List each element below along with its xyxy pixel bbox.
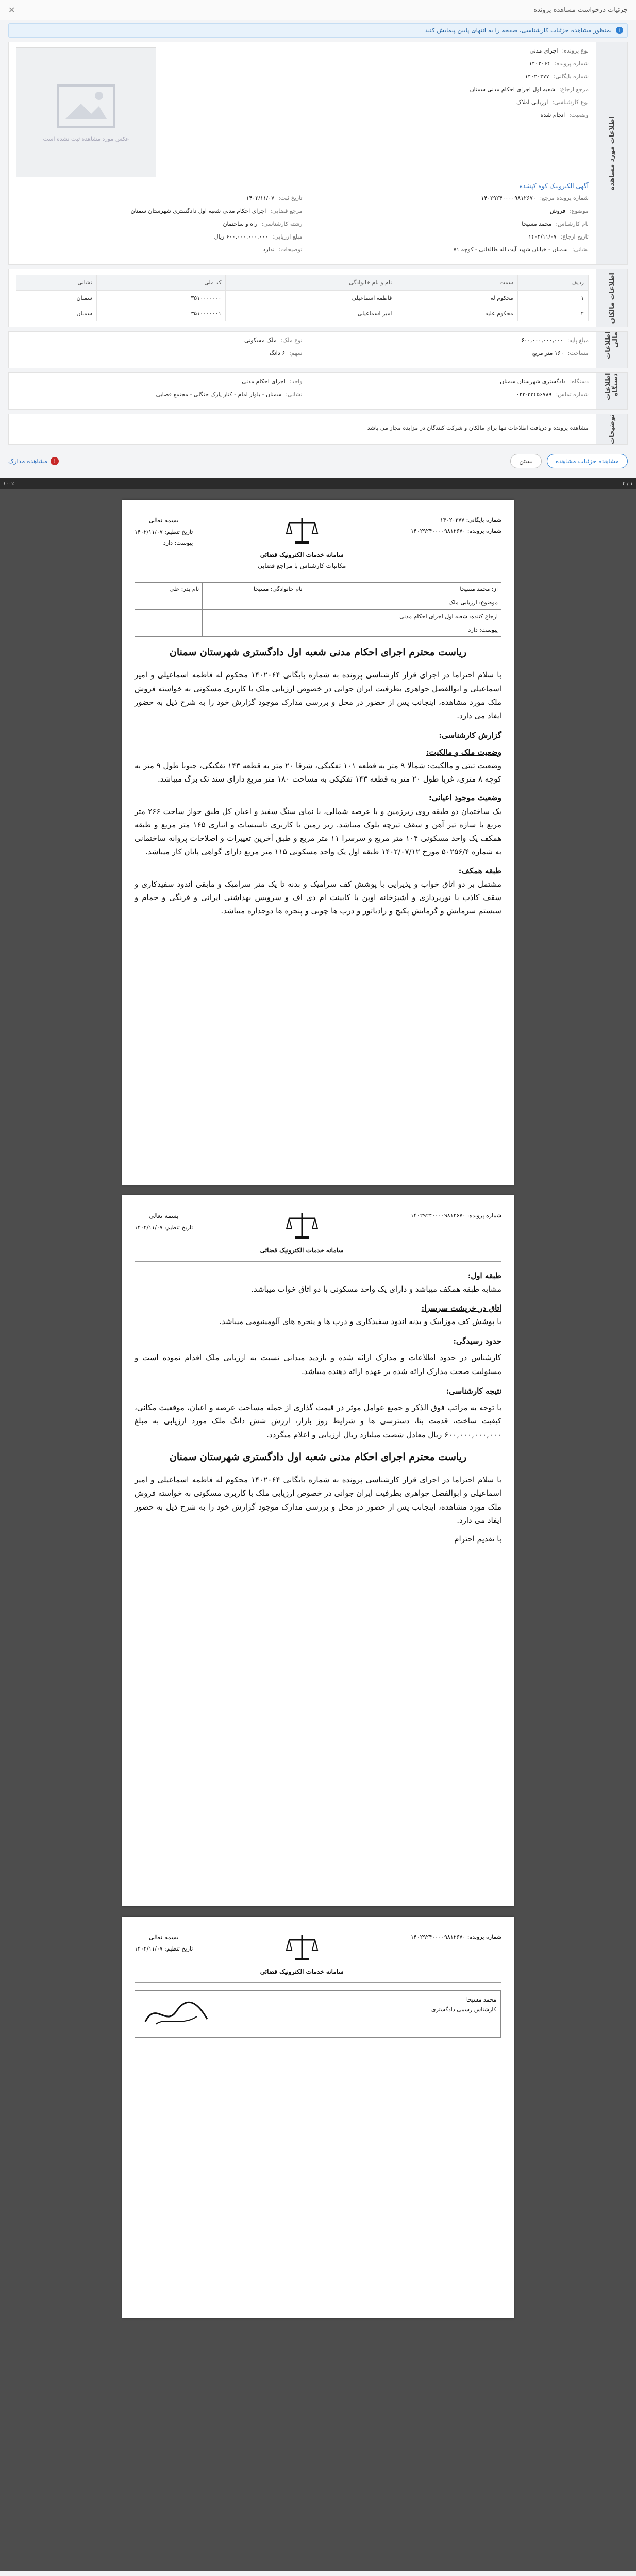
alert-text: بمنظور مشاهده جزئیات کارشناسی، صفحه را به انتهای پایین پیمایش کنید — [425, 27, 612, 34]
scales-emblem-icon — [284, 1211, 320, 1242]
field: موضوع: فروش — [550, 208, 589, 214]
field: نوع ملک: ملک مسکونی — [244, 337, 303, 344]
review-text: کارشناس در حدود اطلاعات و مدارک ارائه شده و بازدید میدانی نسبت به ارزیابی ملک اقدام نموده است و مسئولیت صحت مدارک ارائه شده بر عهده ارائه دهنده میباشد. — [135, 1353, 501, 1376]
roof-title: اتاق در خرپشت سرسرا: — [421, 1303, 501, 1313]
parties-section-title: اطلاعات مالکان — [596, 269, 627, 327]
result-title: نتیجه کارشناسی: — [446, 1386, 501, 1396]
table-header: نام و نام خانوادگی — [226, 275, 396, 291]
floor1-title: طبقه اول: — [467, 1271, 501, 1281]
meta-cell — [135, 596, 203, 609]
org-section-title: اطلاعات دستگاه — [596, 373, 627, 409]
meta-cell — [135, 609, 203, 623]
info-alert — [8, 23, 628, 38]
notes-text: مشاهده پرونده و دریافت اطلاعات تنها برای مالکان و شرکت کنندگان در مزایده مجاز می باشد — [367, 425, 589, 431]
table-cell: ۱ — [517, 291, 588, 306]
current-text: یک ساختمان دو طبقه روی زیرزمین و با عرصه شمالی، با نمای سنگ سفید و اعیان کل طبق جواز ساخت ۲۶۶ متر مربع با سازه تیر آهن و سقف تیرچه بلوک میباشد. زیر زمین با کاربری تاسیسات و انباری ۱۶۵ متر مربع و طبقه همکف یک واحد مسکونی ۱۰۴ متر مربع و سرسرا ۱۱ متر مربع و طبق آخرین تغییرات و اصلاحات پروانه ساختمانی به شماره ۵۰۲۵۶/۴ مورخ ۱۴۰۲/۰۷/۱۲ طبقه اول یک واحد مسکونی ۱۱۵ متر مربع دارای گواهی پایان کار میباشد. — [135, 806, 502, 857]
field: نشانی: سمنان - بلوار امام - کنار پارک جنگلی - مجتمع قضایی — [156, 391, 303, 398]
field: نام کارشناس: محمد مسیحا — [522, 221, 589, 227]
notes-section — [8, 414, 628, 445]
field: تاریخ ارجاع: ۱۴۰۲/۱۱/۰۷ — [528, 233, 589, 240]
field: مبلغ ارزیابی: ۶۰۰,۰۰۰,۰۰۰,۰۰۰ ریال — [214, 233, 303, 240]
meta-cell — [203, 623, 306, 636]
doc-intro: با سلام احتراما در اجرای قرار کارشناسی پرونده به شماره بایگانی ۱۴۰۲۰۶۴ محکوم له فاطمه اسماعیلی و امیر اسماعیلی و ابوالفضل جواهری بطرفیت ایران جوانی در خصوص ارزیابی ملک با کاربری مسکونی به خواسته فروش ملک مورد مشاهده، اینجانب پس از حضور در محل و بررسی مدارک موجود گزارش خود را به شرح ذیل به حضور ایفاد می دارد. — [135, 670, 501, 721]
table-cell: محکوم له — [396, 291, 517, 306]
judiciary-emblem: سامانه خدمات الکترونیک قضائی مکاتبات کارشناس با مراجع قضایی — [258, 515, 346, 571]
current-title: وضعیت موجود اعیانی: — [429, 793, 501, 803]
field: مساحت: ۱۶۰ متر مربع — [532, 350, 589, 357]
field: شماره پرونده مرجع: ۱۴۰۲۹۲۴۰۰۰۰۹۸۱۲۶۷۰ — [481, 195, 589, 201]
signer-role: کارشناس رسمی دادگستری — [431, 2006, 496, 2013]
field: شماره پرونده: ۱۴۰۲۰۶۴ — [529, 60, 589, 67]
table-row — [16, 306, 589, 321]
signature-image — [135, 1991, 217, 2037]
doc-header-dates: بسمه تعالی تاریخ تنظیم: ۱۴۰۲/۱۱/۰۷ پیوست: دارد — [135, 517, 193, 547]
field: مبلغ پایه: ۶۰۰,۰۰۰,۰۰۰,۰۰۰ — [521, 337, 589, 344]
view-documents-link[interactable] — [8, 457, 59, 465]
table-cell: فاطمه اسماعیلی — [226, 291, 396, 306]
field: شماره بایگانی: ۱۴۰۲۰۲۷۷ — [525, 73, 589, 80]
table-header: سمت — [396, 275, 517, 291]
alert-badge-icon: ! — [51, 457, 59, 465]
table-cell: ۳۵۱۰۰۰۰۰۰۱ — [96, 306, 226, 321]
footer-actions — [8, 452, 628, 470]
field: مرجع ارجاع: شعبه اول اجرای احکام مدنی سمنان — [470, 86, 589, 93]
zoom-level[interactable]: ۱۰۰٪ — [3, 481, 14, 487]
floor-title: طبقه همکف: — [458, 866, 501, 875]
meta-cell: نام خانوادگی: مسیحا — [203, 583, 306, 596]
scales-emblem-icon — [284, 515, 320, 546]
finance-section-title: اطلاعات مالی — [596, 332, 627, 368]
topbar-title: جزئیات درخواست مشاهده پرونده — [533, 6, 628, 14]
table-cell: ۳۵۱۰۰۰۰۰۰۰ — [96, 291, 226, 306]
meta-row — [135, 609, 501, 623]
doc-title: ریاست محترم اجرای احکام مدنی شعبه اول دادگستری شهرستان سمنان — [169, 647, 467, 658]
case-summary-fields — [156, 47, 589, 177]
page-indicator: ۱ / ۴ — [622, 481, 633, 487]
result-text: با توجه به مراتب فوق الذکر و جمیع عوامل موثر در قیمت گذاری از جمله مساحت عرصه و اعیان، موقعیت مکانی، کیفیت ساخت، قدمت بنا، دسترسی ها و شرایط روز بازار، ارزش شش دانگ ملک مورد ارزیابی به مبلغ ۶۰۰,۰۰۰,۰۰۰,۰۰۰ ریال معادل شصت میلیارد ریال ارزیابی و اعلام میگردد. — [135, 1403, 501, 1439]
case-section — [8, 42, 628, 265]
table-header: کد ملی — [96, 275, 226, 291]
parties-section — [8, 269, 628, 327]
floor1-text: مشابه طبقه همکف میباشد و دارای یک واحد مسکونی با دو اتاق خواب میباشد. — [251, 1284, 501, 1294]
meta-cell — [135, 623, 203, 636]
floor-text: مشتمل بر دو اتاق خواب و پذیرایی با پوشش کف سرامیک و بدنه تا یک متر سرامیک و مابقی اندود سفیدکاری و سقف کاذب با نورپردازی و آشپزخانه اوپن با کابینت ام دی اف و سرویس بهداشتی ایرانی و فرنگی و حمام و سیستم سرمایش و گرمایش پکیج و رادیاتور و درب ها چوبی و پنجره ها دوجداره میباشد. — [135, 879, 501, 916]
meta-cell — [203, 596, 306, 609]
field: رشته کارشناسی: راه و ساختمان — [223, 221, 303, 227]
signature-block — [135, 1990, 501, 2038]
notes-section-title: توضیحات — [596, 414, 627, 444]
document-page-3: شماره پرونده: ۱۴۰۲۹۲۴۰۰۰۰۹۸۱۲۶۷۰ سامانه خدمات الکترونیک قضائی بسمه تعالی تاریخ تنظیم: ۱۴۰۲/۱۱/۰۷ محمد مسیحا کارشناس رسمی دادگستری — [122, 1917, 514, 2318]
field: نوع پرونده: اجرای مدنی — [529, 47, 589, 54]
signer-name: محمد مسیحا — [466, 1996, 496, 2004]
field: وضعیت: انجام شده — [540, 112, 589, 118]
report-title: گزارش کارشناسی: — [439, 731, 501, 740]
table-cell: محکوم علیه — [396, 306, 517, 321]
org-section — [8, 372, 628, 410]
field: مرجع قضایی: اجرای احکام مدنی شعبه اول دادگستری شهرستان سمنان — [130, 208, 303, 214]
meta-cell: ارجاع کننده: شعبه اول اجرای احکام مدنی — [306, 609, 501, 623]
roof-text: با پوشش کف موزاییک و بدنه اندود سفیدکاری و درب ها و پنجره های آلومینیومی میباشد. — [219, 1316, 501, 1326]
location-title: وضعیت ملک و مالکیت: — [426, 747, 501, 757]
document-page-2: شماره پرونده: ۱۴۰۲۹۲۴۰۰۰۰۹۸۱۲۶۷۰ سامانه خدمات الکترونیک قضائی بسمه تعالی تاریخ تنظیم: ۱۴۰۲/۱۱/۰۷ طبقه اول: مشابه طبقه همکف میباشد و دارای یک واحد مسکونی با دو اتاق خواب میباشد. اتاق در خرپشت سرسرا: با پوشش کف موزاییک و بدنه اندود سفیدکاری و درب ها و پنجره های آلومینیومی میباشد. حدود رسیدگی: کارشناس در حدود اطلاعات و مدارک ارائه شده و بازدید میدانی نسبت به ارزیابی ملک اقدام نموده است و مسئولیت صحت مدارک ارائه شده بر عهده ارائه دهنده میباشد. نتیجه کارشناسی: با توجه به مراتب فوق الذکر و جمیع عوامل موثر در قیمت گذاری از جمله مساحت عرصه و اعیان، موقعیت مکانی، کیفیت ساخت، قدمت بنا، دسترسی ها و شرایط روز بازار، ارزش شش دانگ ملک مورد ارزیابی به مبلغ ۶۰۰,۰۰۰,۰۰۰,۰۰۰ ریال معادل شصت میلیارد ریال ارزیابی و اعلام میگردد. ریاست محترم اجرای احکام مدنی شعبه اول دادگستری شهرستان سمنان با سلام احتراما در اجرای قرار کارشناسی پرونده به شماره بایگانی ۱۴۰۲۰۶۴ محکوم له فاطمه اسماعیلی و امیر اسماعیلی و ابوالفضل جواهری بطرفیت ایران جوانی در خصوص ارزیابی ملک با کاربری مسکونی به خواسته فروش ملک مورد مشاهده، اینجانب پس از حضور در محل و بررسی مدارک موجود گزارش خود را به شرح ذیل به حضور ایفاد می دارد. با تقدیم احترام — [122, 1195, 514, 1906]
parties-table — [16, 275, 589, 321]
doc-archive: شماره بایگانی: ۱۴۰۲۰۲۷۷ — [440, 517, 501, 524]
closing-text: با تقدیم احترام — [454, 1534, 501, 1544]
finance-section — [8, 331, 628, 368]
meta-cell: پیوست: دارد — [306, 623, 501, 636]
field: تاریخ ثبت: ۱۴۰۲/۱۱/۰۷ — [246, 195, 303, 201]
close-icon[interactable]: ✕ — [8, 5, 15, 15]
table-header: ردیف — [517, 275, 588, 291]
pdf-viewer[interactable] — [0, 489, 636, 2571]
table-cell: سمنان — [16, 291, 97, 306]
location-text: وضعیت ثبتی و مالکیت: شمالا ۹ متر به قطعه ۱۰۱ تفکیکی، شرقا ۲۰ متر به قطعه ۱۴۳ تفکیکی، جنوبا طول ۹ متر به کوچه ۸ متری، غربا طول ۲۰ متر به قطعه ۱۴۳ تفکیکی به مساحت ۱۸۰ متر مربع دارای سند تک برگ میباشد. — [135, 760, 501, 784]
table-cell: ۲ — [517, 306, 588, 321]
view-details-button[interactable]: مشاهده جزئیات مشاهده — [547, 454, 628, 468]
meta-row — [135, 623, 501, 636]
document-page-1 — [122, 500, 514, 1185]
pdf-toolbar — [0, 478, 636, 489]
field: نوع کارشناسی: ارزیابی املاک — [516, 99, 589, 106]
meta-row — [135, 596, 501, 609]
meta-row — [135, 583, 501, 596]
scales-emblem-icon — [284, 1932, 320, 1963]
case-section-title: اطلاعات مورد مشاهده — [596, 42, 627, 264]
meta-cell — [203, 609, 306, 623]
view-documents-label: مشاهده مدارک — [8, 457, 48, 465]
meta-cell: از: محمد مسیحا — [306, 583, 501, 596]
photo-empty-text: عکس مورد مشاهده ثبت نشده است — [43, 135, 129, 142]
table-cell: امیر اسماعیلی — [226, 306, 396, 321]
case-detail-fields — [16, 195, 589, 259]
org-fields — [16, 378, 589, 404]
meta-cell: نام پدر: علی — [135, 583, 203, 596]
doc-intro-repeat: با سلام احتراما در اجرای قرار کارشناسی پرونده به شماره بایگانی ۱۴۰۲۰۶۴ محکوم له فاطمه اسماعیلی و امیر اسماعیلی و ابوالفضل جواهری بطرفیت ایران جوانی در خصوص ارزیابی ملک با کاربری مسکونی به خواسته فروش ملک مورد مشاهده، اینجانب پس از حضور در محل و بررسی مدارک موجود گزارش خود را به شرح ذیل به حضور ایفاد می دارد. — [135, 1475, 501, 1525]
info-icon: i — [616, 27, 623, 34]
field: توضیحات: ندارد — [263, 246, 303, 253]
field: دستگاه: دادگستری شهرستان سمنان — [500, 378, 589, 385]
close-button[interactable]: بستن — [510, 454, 542, 468]
field: شماره تماس: ۰۲۳-۳۳۴۵۶۷۸۹ — [516, 391, 589, 398]
doc-header-meta — [411, 515, 501, 537]
field: واحد: اجرای احکام مدنی — [242, 378, 303, 385]
finance-fields — [16, 337, 589, 363]
field: نشانی: سمنان - خیابان شهید آیت اله طالقانی - کوچه ۷۱ — [453, 246, 589, 253]
doc-title-repeat: ریاست محترم اجرای احکام مدنی شعبه اول دادگستری شهرستان سمنان — [169, 1451, 467, 1463]
review-title: حدود رسیدگی: — [453, 1336, 501, 1346]
table-cell: سمنان — [16, 306, 97, 321]
electronic-ad-link[interactable]: آگهی الکترونیک کوه کپشده — [519, 182, 589, 190]
topbar — [0, 0, 636, 20]
doc-number: شماره پرونده: ۱۴۰۲۹۲۴۰۰۰۰۹۸۱۲۶۷۰ — [410, 528, 501, 535]
table-header: نشانی — [16, 275, 97, 291]
meta-cell: موضوع: ارزیابی ملک — [306, 596, 501, 609]
field: سهم: ۶ دانگ — [269, 350, 303, 357]
table-row — [16, 291, 589, 306]
image-placeholder-icon — [55, 83, 117, 129]
case-photo-placeholder — [16, 47, 156, 177]
doc-meta-table — [135, 582, 501, 637]
